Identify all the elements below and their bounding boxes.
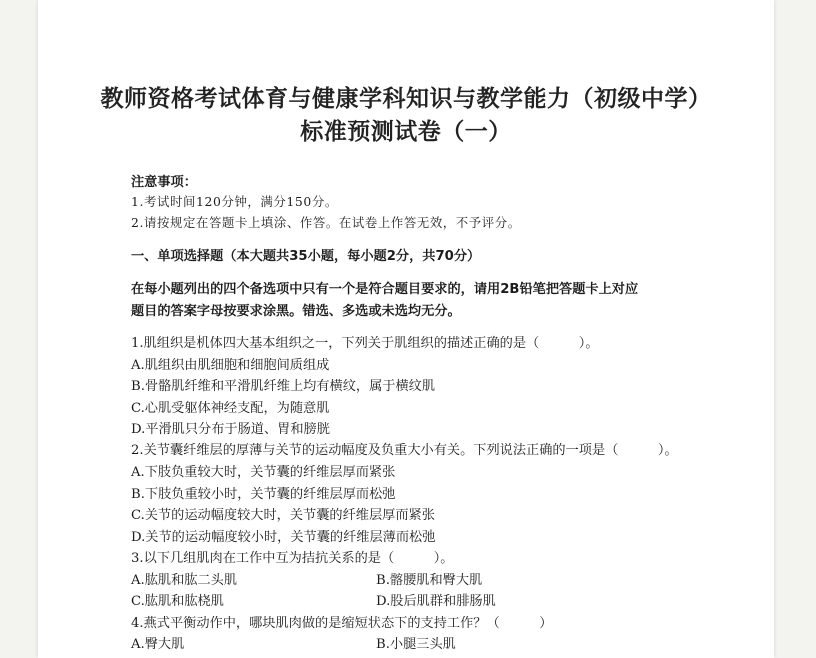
section-instruction-line1: 在每小题列出的四个备选项中只有一个是符合题目要求的，请用2B铅笔把答题卡上对应 <box>131 282 639 297</box>
question-option: A.肱肌和肱二头肌 <box>131 573 238 588</box>
section-heading: 一、单项选择题（本大题共35小题，每小题2分，共70分） <box>131 249 481 264</box>
document-title-line1: 教师资格考试体育与健康学科知识与教学能力（初级中学） <box>100 86 712 112</box>
question-option: A.肌组织由肌细胞和细胞间质组成 <box>131 358 330 373</box>
question-option: A.下肢负重较大时，关节囊的纤维层厚而紧张 <box>131 465 396 480</box>
section-instruction-line2: 题目的答案字母按要求涂黑。错选、多选或未选均无分。 <box>131 304 461 319</box>
question-stem: 2.关节囊纤维层的厚薄与关节的运动幅度及负重大小有关。下列说法正确的一项是（ ）。 <box>131 443 678 458</box>
question-stem: 4.燕式平衡动作中，哪块肌肉做的是缩短状态下的支持工作？（ ） <box>131 616 553 631</box>
question-stem: 1.肌组织是机体四大基本组织之一，下列关于肌组织的描述正确的是（ ）。 <box>131 336 599 351</box>
question-option: B.下肢负重较小时，关节囊的纤维层厚而松弛 <box>131 487 396 502</box>
question-option: A.臀大肌 <box>131 637 185 652</box>
question-option: D.关节的运动幅度较小时，关节囊的纤维层薄而松弛 <box>131 530 436 545</box>
question-option: B.骨骼肌纤维和平滑肌纤维上均有横纹，属于横纹肌 <box>131 379 436 394</box>
question-option: C.关节的运动幅度较大时，关节囊的纤维层厚而紧张 <box>131 508 435 523</box>
question-option: D.股后肌群和腓肠肌 <box>376 594 496 609</box>
notes-heading: 注意事项： <box>131 175 197 190</box>
note-item: 1.考试时间120分钟，满分150分。 <box>131 194 338 209</box>
question-option: B.髂腰肌和臀大肌 <box>376 573 483 588</box>
note-item: 2.请按规定在答题卡上填涂、作答。在试卷上作答无效，不予评分。 <box>131 215 521 230</box>
question-option: B.小腿三头肌 <box>376 637 456 652</box>
question-option: D.平滑肌只分布于肠道、胃和膀胱 <box>131 422 330 437</box>
document-title-line2: 标准预测试卷（一） <box>300 119 512 145</box>
document-page <box>38 0 774 658</box>
question-option: C.心肌受躯体神经支配，为随意肌 <box>131 401 330 416</box>
question-stem: 3.以下几组肌肉在工作中互为拮抗关系的是（ ）。 <box>131 551 454 566</box>
question-option: C.肱肌和肱桡肌 <box>131 594 224 609</box>
